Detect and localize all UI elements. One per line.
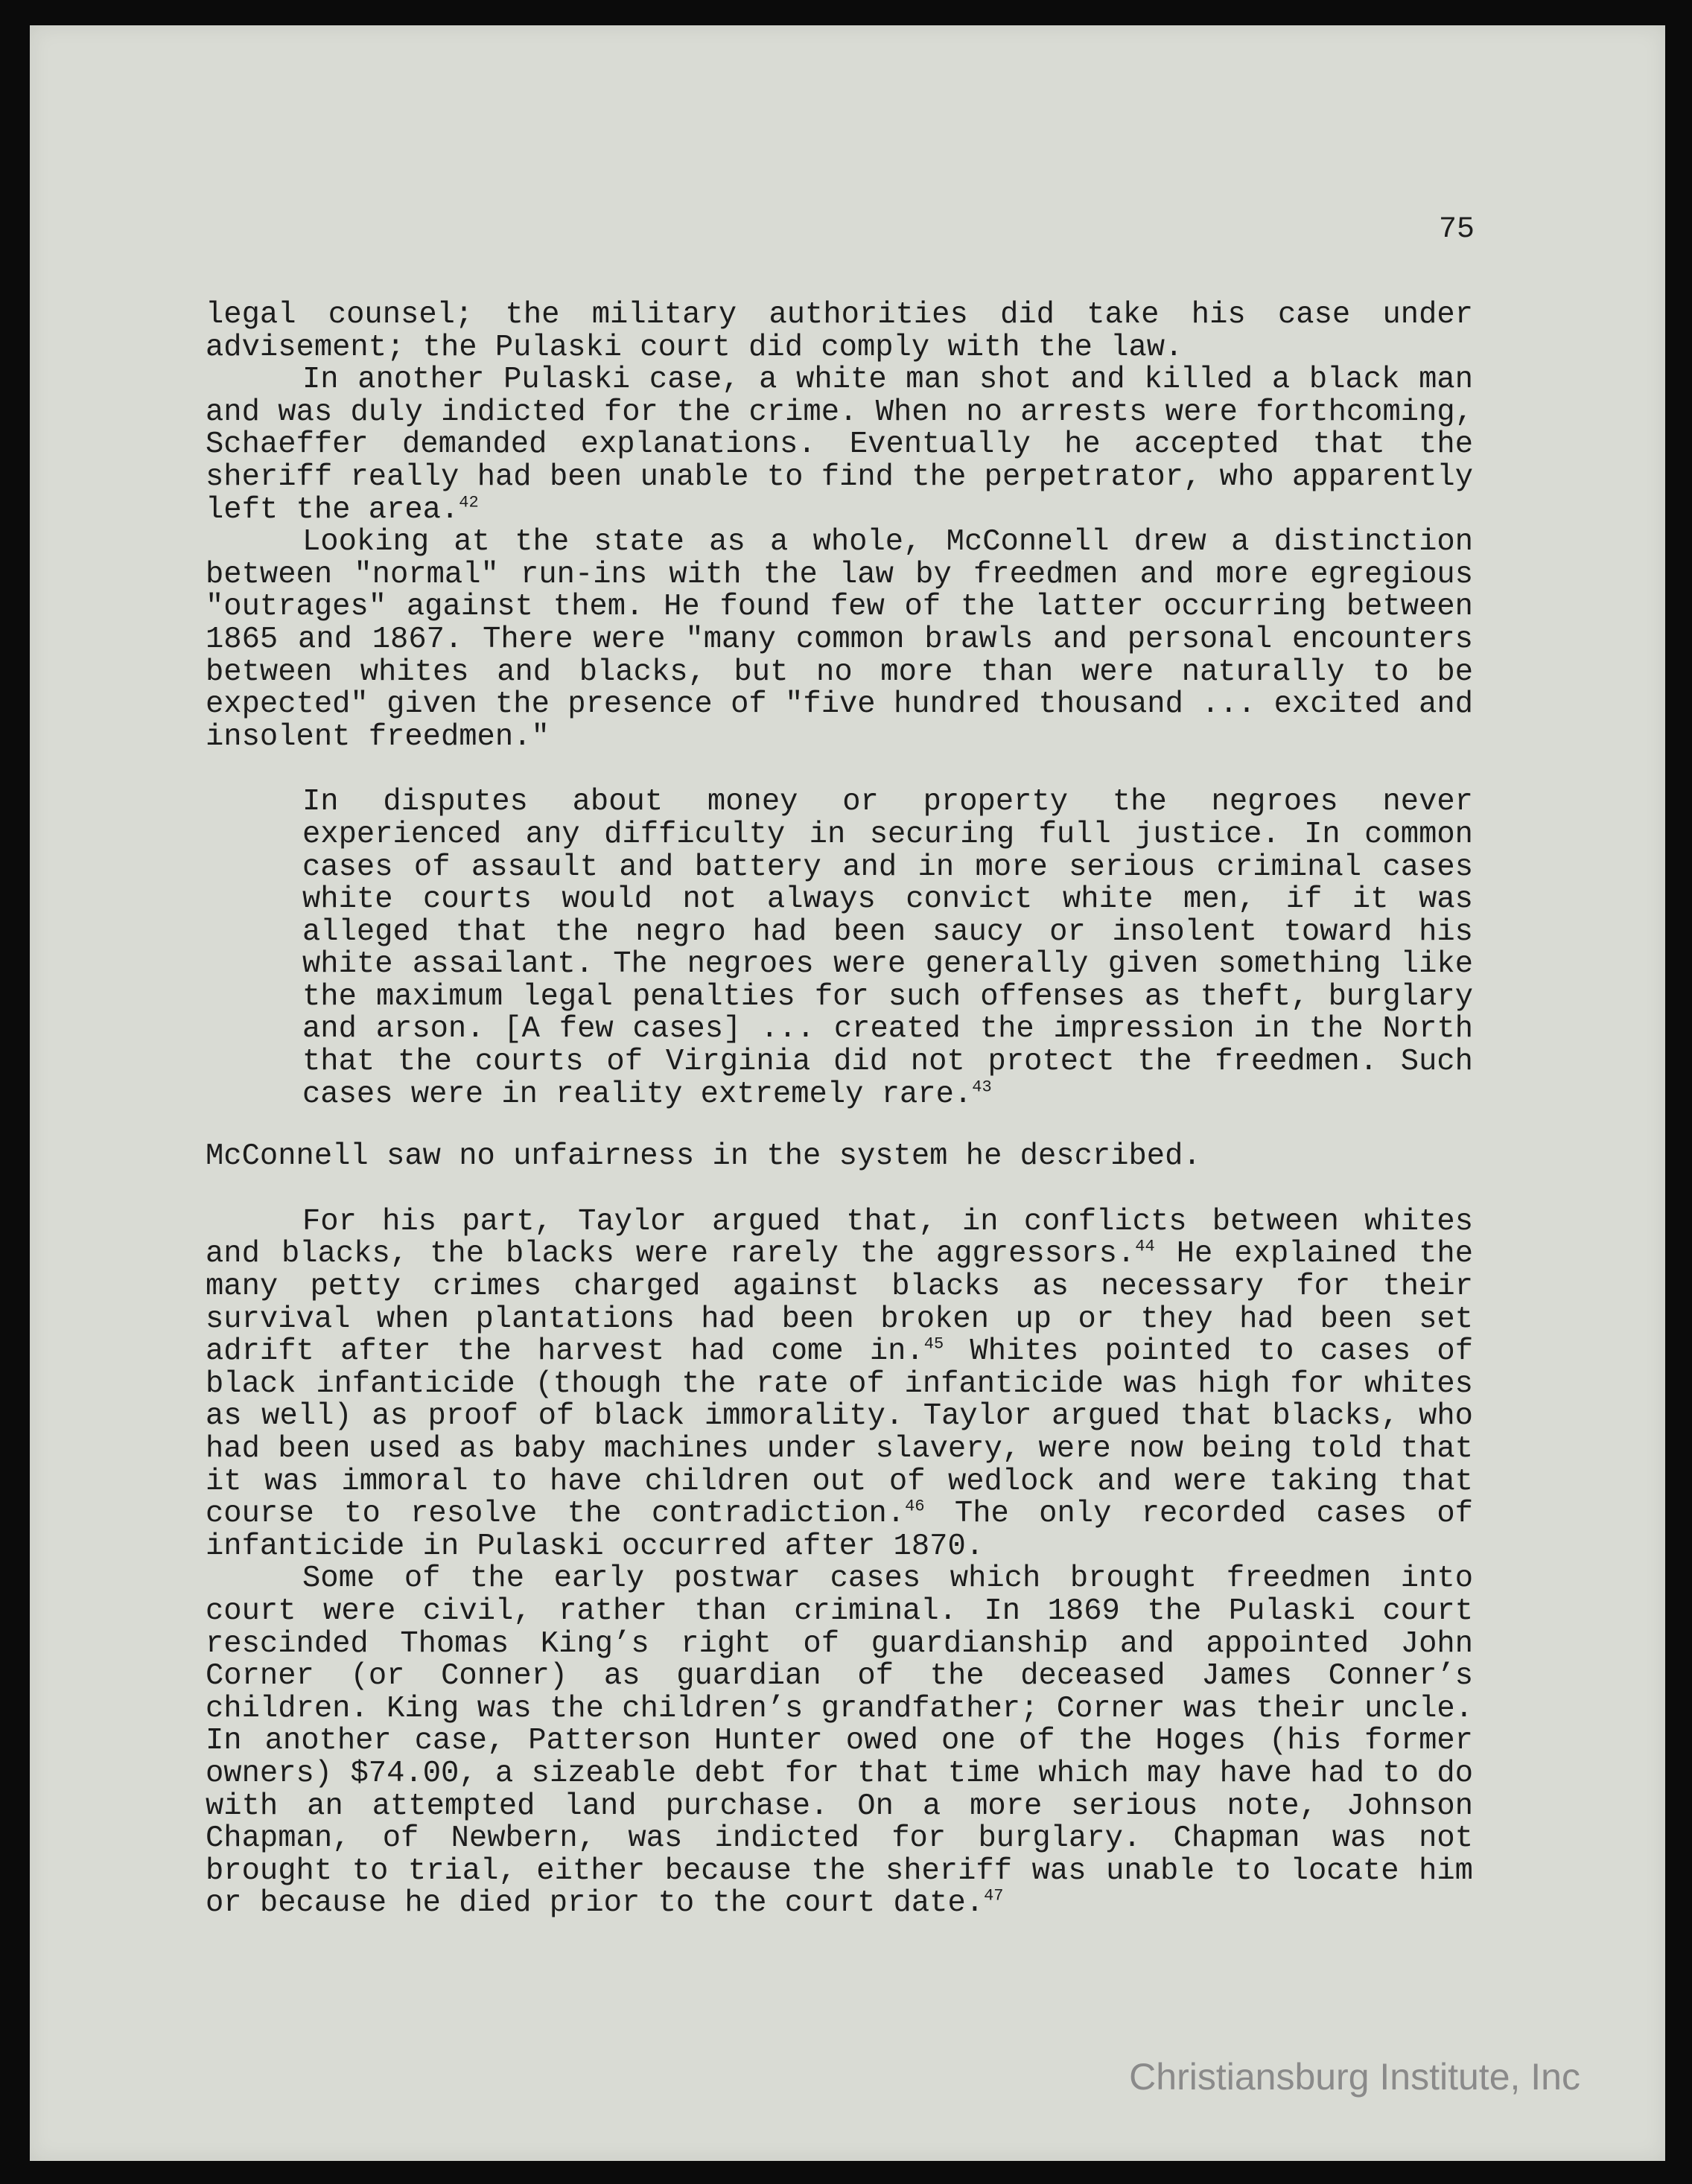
paragraph (206, 1141, 1473, 1174)
footnote-marker: 47 (984, 1886, 1004, 1906)
paragraph (206, 1206, 1473, 1564)
paragraph-text: McConnell saw no unfairness in the system he described. (206, 1139, 1201, 1174)
paragraph-text: Some of the early postwar cases which brought freedmen into court were civil, rather than criminal. In 1869 the Pulaski court rescinded Thomas King’s right of guardianship and appointed John Corner (or Conner) as guardian of the deceased James Conner’s children. King was the children’s grandfather; Corner was their uncle. In another case, Patterson Hunter owed one of the Hoges (his former owners) $74.00, a sizeable debt for that time which may have had to do with an attempted land purchase. On a more serious note, Johnson Chapman, of Newbern, was indicted for burglary. Chapman was not brought to trial, either because the sheriff was unable to locate him or because he died prior to the court date. (206, 1561, 1473, 1921)
paragraph-text: He explained the many petty crimes charged against blacks as necessary for their survival when plantations had been broken up or they had been set adrift after the harvest had come in. (206, 1237, 1474, 1369)
paragraph-text: Whites pointed to cases of black infanticide (though the rate of infanticide was high for whites as well) as proof of black immorality. Taylor argued that blacks, who had been used as baby machines under slavery, were now being told that it was immoral to have children out of wedlock and were taking that course to resolve the contradiction. (206, 1334, 1473, 1532)
document-body (206, 299, 1473, 1920)
footnote-marker: 45 (923, 1334, 944, 1354)
block-quote-text: In disputes about money or property the negroes never experienced any difficulty in securing full justice. In common cases of assault and battery and in more serious criminal cases white courts would not always convict white men, if it was alleged that the negro had been saucy or insolent toward his white assailant. The negroes were generally given something like the maximum legal penalties for such offenses as theft, burglary and arson. [A few cases] ... created the impression in the North that the courts of Virginia did not protect the freedmen. Such cases were in reality extremely rare. (302, 785, 1473, 1112)
paragraph-text: Looking at the state as a whole, McConnell drew a distinction between "normal" run-ins with the law by freedmen and more egregious "outrages" against them. He found few of the latter occurring between 1865 and 1867. There were "many common brawls and personal encounters between whites and blacks, but no more than were naturally to be expected" given the presence of "five hundred thousand ... excited and insolent freedmen." (206, 525, 1473, 754)
spacer (206, 1174, 1473, 1206)
spacer (206, 754, 1473, 786)
paragraph (206, 1563, 1473, 1920)
paragraph (206, 526, 1473, 754)
paragraph-text: legal counsel; the military authorities did take his case under advisement; the Pulaski court did comply with the law. (206, 298, 1473, 365)
paragraph-text: In another Pulaski case, a white man shot and killed a black man and was duly indicted for the crime. When no arrests were forthcoming, Schaeffer demanded explanations. Eventually he accepted that the sheriff really had been unable to find the perpetrator, who apparently left the area. (206, 363, 1473, 527)
watermark: Christiansburg Institute, Inc (1129, 2056, 1580, 2098)
footnote-marker: 42 (459, 493, 479, 512)
footnote-marker: 44 (1135, 1237, 1155, 1256)
block-quote (302, 786, 1473, 1111)
paragraph (206, 299, 1473, 364)
footnote-marker: 46 (905, 1497, 925, 1516)
footnote-marker: 43 (972, 1077, 992, 1097)
page-number: 75 (1438, 213, 1475, 246)
spacer (206, 1111, 1473, 1141)
paragraph-text: For his part, Taylor argued that, in conflicts between whites and blacks, the blacks were rarely the aggressors. (206, 1204, 1473, 1272)
document-page (30, 25, 1665, 2161)
paragraph-text: The only recorded cases of infanticide in Pulaski occurred after 1870. (206, 1497, 1473, 1564)
paragraph (206, 364, 1473, 526)
